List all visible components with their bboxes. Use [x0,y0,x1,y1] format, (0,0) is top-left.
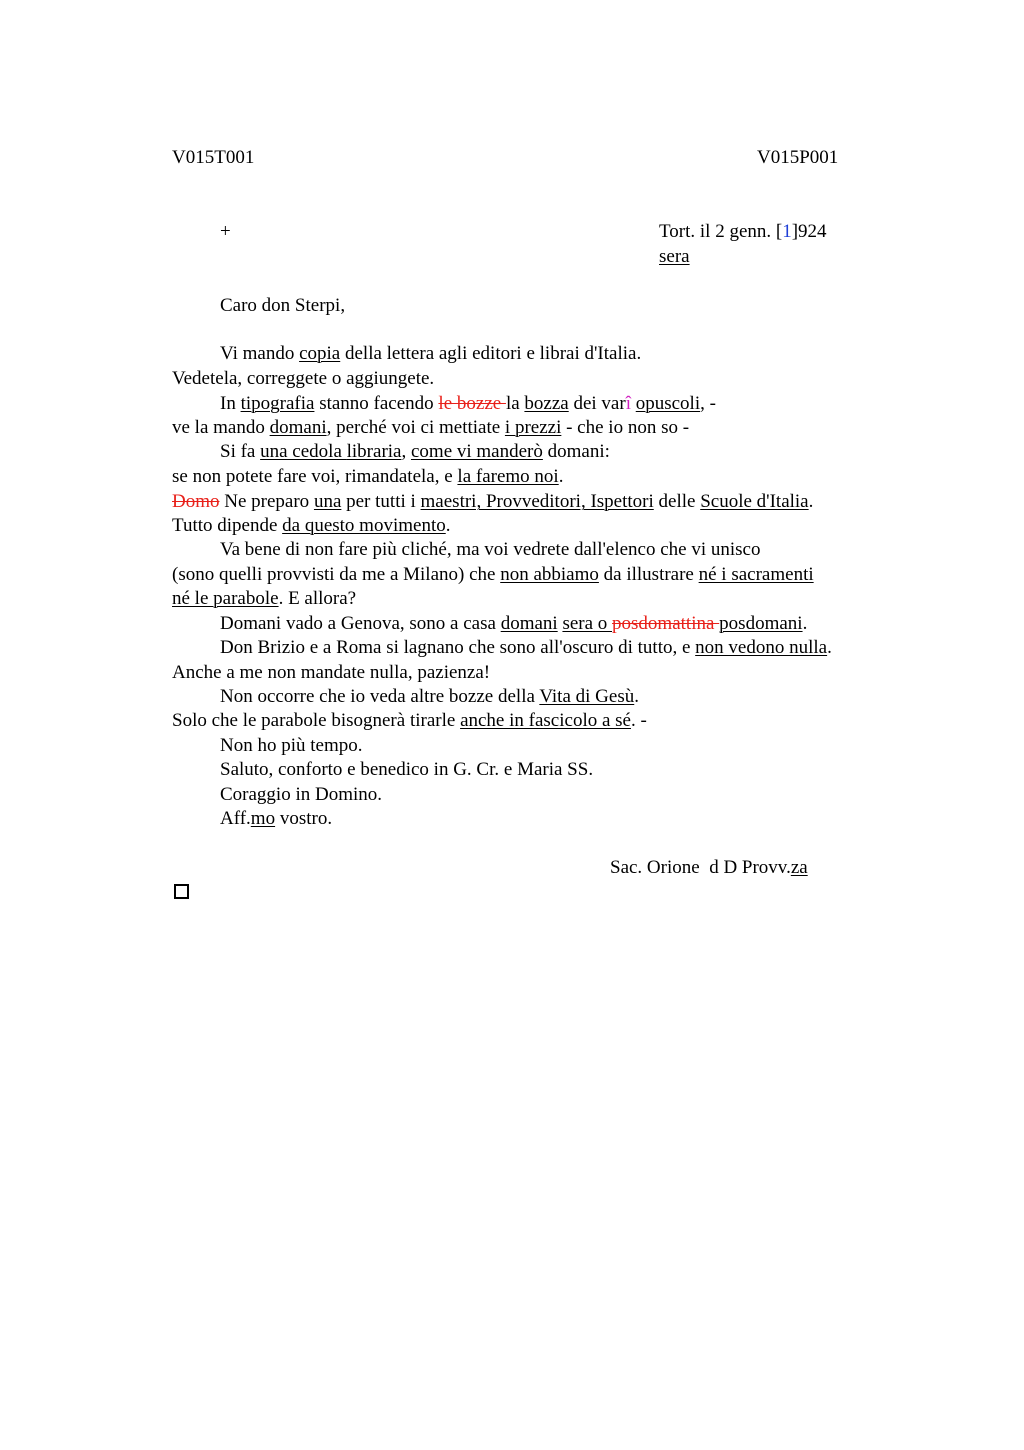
dateline-evening: sera [659,246,690,267]
body-line-4: ve la mando domani, perché voi ci mettiate i prezzi - che io non so - [172,417,690,438]
body-line-8: Tutto dipende da questo movimento. [172,515,451,536]
body-line-11: né le parabole. E allora? [172,588,357,609]
doc-code-left: V015T001 [172,147,255,168]
body-line-16: Solo che le parabole bisognerà tirarle anche in fascicolo a sé. - [172,710,647,731]
end-box-icon [174,884,189,899]
body-line-6: se non potete fare voi, rimandatela, e la faremo noi. [172,466,564,487]
body-line-7: Domo Ne preparo una per tutti i maestri, Provveditori, Ispettori delle Scuole d'Italia. [172,491,814,512]
body-line-12: Domani vado a Genova, sono a casa domani sera o posdomattina posdomani. [220,613,808,634]
body-line-20: Aff.mo vostro. [220,808,333,829]
body-line-17: Non ho più tempo. [220,735,363,756]
body-line-13: Don Brizio e a Roma si lagnano che sono all'oscuro di tutto, e non vedono nulla. [220,637,832,658]
cross-mark: + [220,221,231,242]
body-line-10: (sono quelli provvisti da me a Milano) che non abbiamo da illustrare né i sacramenti [172,564,814,585]
body-line-2: Vedetela, correggete o aggiungete. [172,368,435,389]
doc-code-right: V015P001 [757,147,839,168]
salutation: Caro don Sterpi, [220,295,346,316]
signature: Sac. Orione d D Provv.za [610,857,808,878]
body-line-1: Vi mando copia della lettera agli editori e librai d'Italia. [220,343,642,364]
body-line-18: Saluto, conforto e benedico in G. Cr. e Maria SS. [220,759,594,780]
body-line-9: Va bene di non fare più cliché, ma voi vedrete dall'elenco che vi unisco [220,539,761,560]
body-line-5: Si fa una cedola libraria, come vi manderò domani: [220,441,610,462]
dateline: Tort. il 2 genn. [1]924 [659,221,827,242]
body-line-14: Anche a me non mandate nulla, pazienza! [172,662,491,683]
body-line-3: In tipografia stanno facendo le bozze la bozza dei varî opuscoli, - [220,393,716,414]
body-line-19: Coraggio in Domino. [220,784,383,805]
body-line-15: Non occorre che io veda altre bozze della Vita di Gesù. [220,686,639,707]
